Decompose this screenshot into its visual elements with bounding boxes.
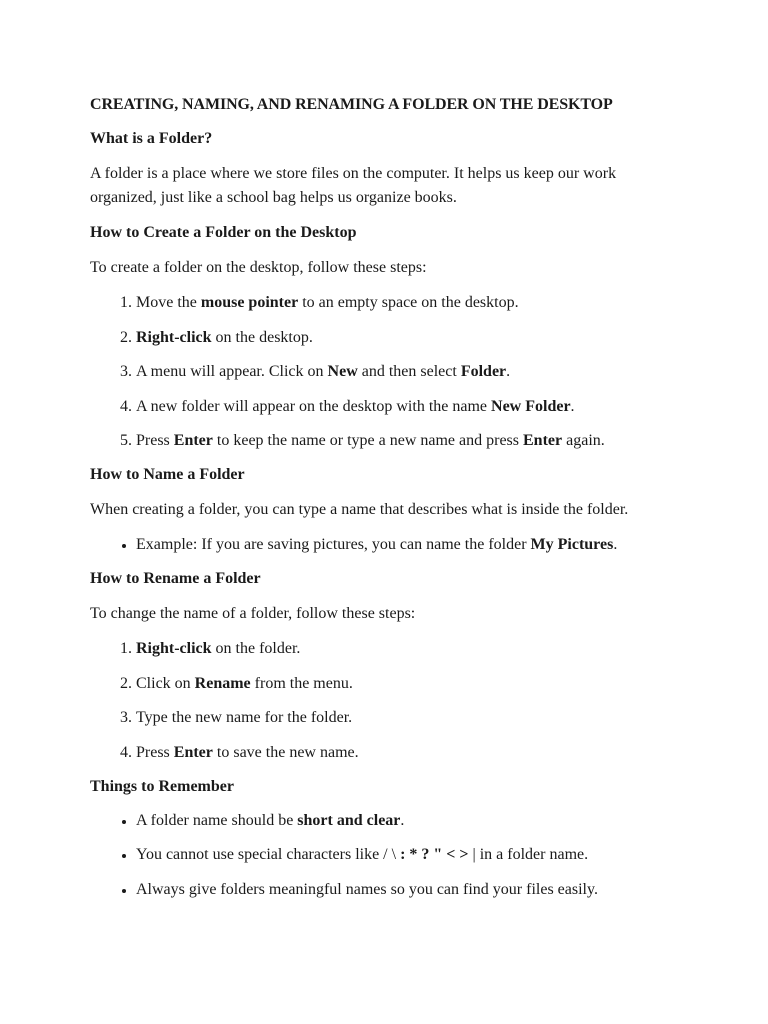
- paragraph-name-folder: When creating a folder, you can type a name that describes what is inside the folder.: [90, 501, 629, 518]
- rename-step-1: 1. Right-click on the folder.: [136, 638, 678, 660]
- create-step-4: 4. A new folder will appear on the desktop with the name New Folder.: [136, 396, 678, 418]
- heading-create-folder: How to Create a Folder on the Desktop: [90, 224, 357, 241]
- create-steps-list: [90, 292, 678, 452]
- paragraph-create-intro: To create a folder on the desktop, follow these steps:: [90, 259, 427, 276]
- remember-list: [90, 810, 678, 901]
- create-step-2: 2. Right-click on the desktop.: [136, 327, 678, 349]
- remember-item-2: • You cannot use special characters like / \ : * ? " < > | in a folder name.: [136, 844, 678, 866]
- paragraph-rename-intro: To change the name of a folder, follow these steps:: [90, 605, 416, 622]
- remember-item-1: • A folder name should be short and clear.: [136, 810, 678, 832]
- heading-name-folder: How to Name a Folder: [90, 466, 245, 483]
- rename-step-3: 3. Type the new name for the folder.: [136, 707, 678, 729]
- rename-step-4: 4. Press Enter to save the new name.: [136, 742, 678, 764]
- document-title: CREATING, NAMING, AND RENAMING A FOLDER ON THE DESKTOP: [90, 96, 613, 113]
- heading-things-to-remember: Things to Remember: [90, 777, 234, 795]
- create-step-5: 5. Press Enter to keep the name or type a new name and press Enter again.: [136, 430, 678, 452]
- remember-item-3: • Always give folders meaningful names so you can find your files easily.: [136, 879, 678, 901]
- heading-what-is-folder: What is a Folder?: [90, 130, 213, 147]
- rename-steps-list: [90, 638, 678, 764]
- name-example-list: [90, 534, 678, 556]
- create-step-3: 3. A menu will appear. Click on New and then select Folder.: [136, 361, 678, 383]
- paragraph-what-is-folder: A folder is a place where we store files on the computer. It helps us keep our work organized, just like a school bag helps us organize books.: [90, 165, 617, 206]
- heading-rename-folder: How to Rename a Folder: [90, 570, 261, 587]
- create-step-1: 1. Move the mouse pointer to an empty space on the desktop.: [136, 292, 678, 314]
- rename-step-2: 2. Click on Rename from the menu.: [136, 673, 678, 695]
- name-example-item: • Example: If you are saving pictures, you can name the folder My Pictures.: [136, 534, 678, 556]
